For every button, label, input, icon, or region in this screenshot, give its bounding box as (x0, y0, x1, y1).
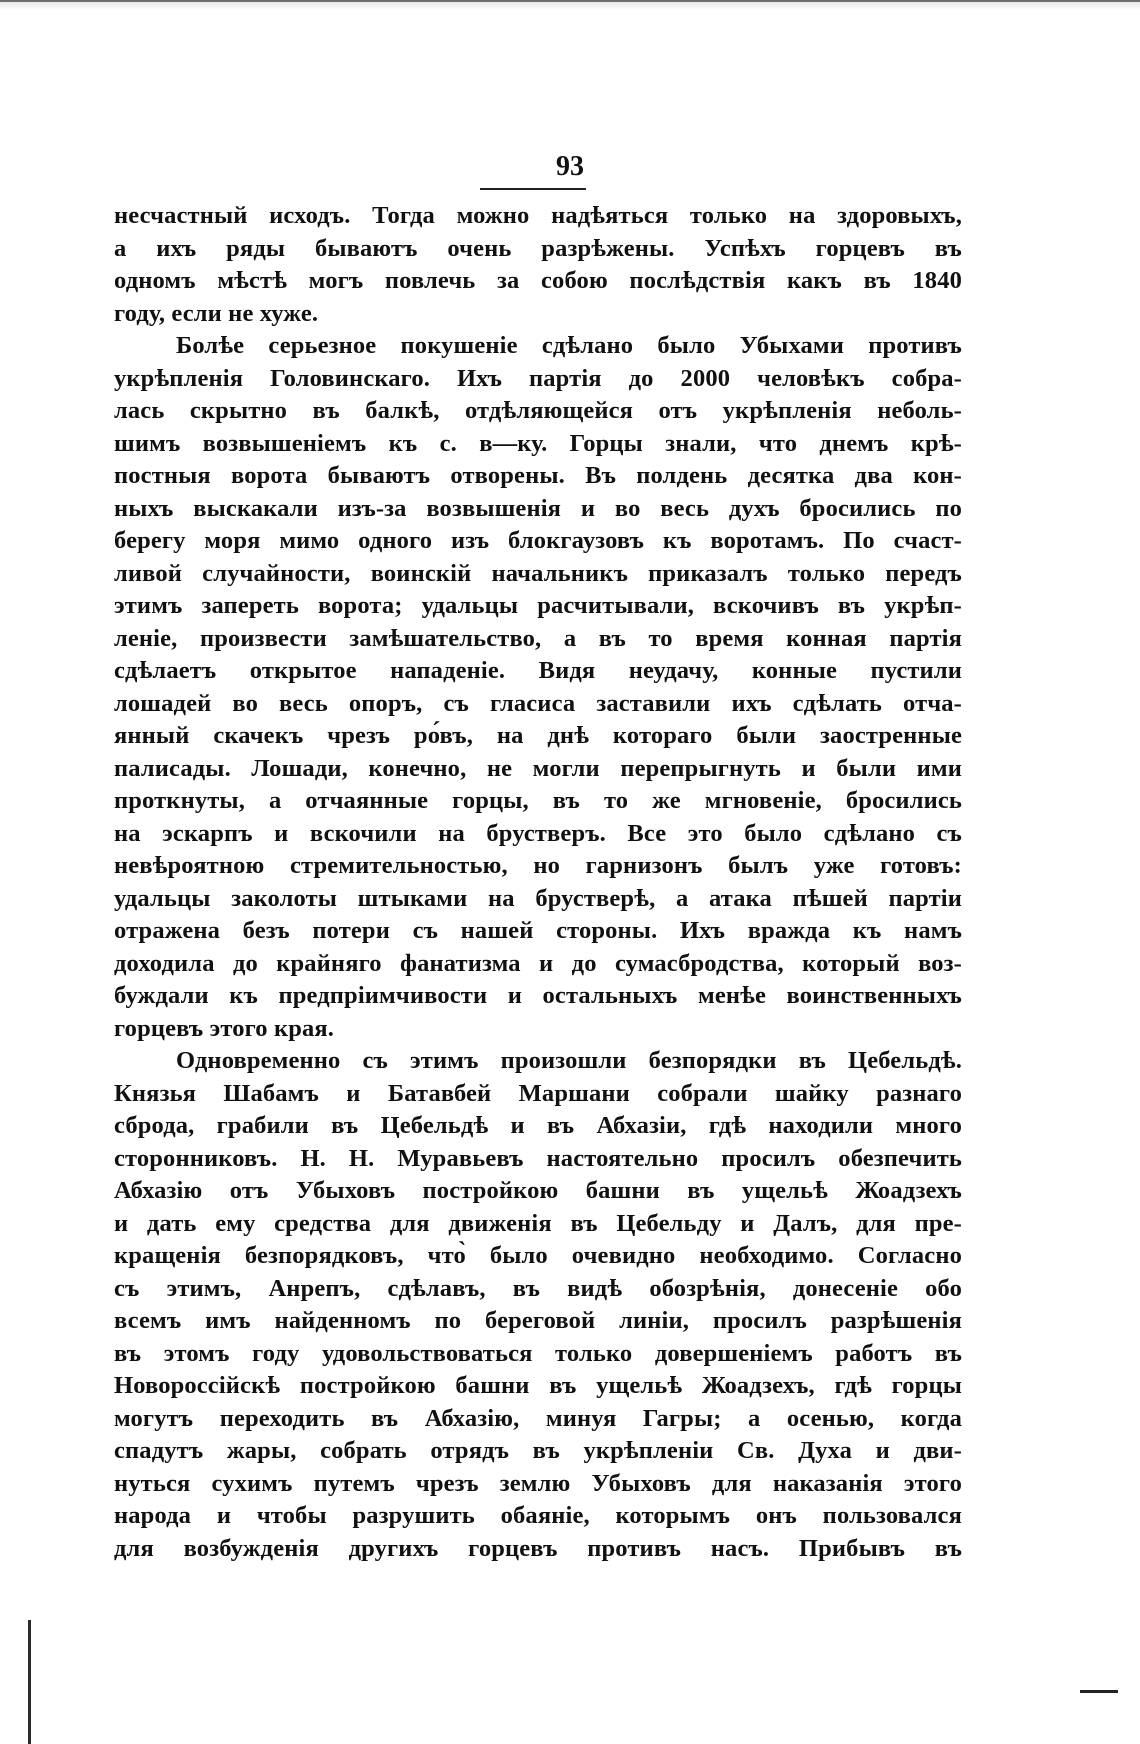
text-line: Князья Шабамъ и Батавбей Маршани собрали шайку разнаго (114, 1079, 962, 1107)
text-line: всемъ имъ найденномъ по береговой линіи, просилъ разрѣшенія (114, 1307, 962, 1334)
text-line: несчастный исходъ. Тогда можно надѣяться только на здоровыхъ, (114, 202, 962, 229)
text-line: и дать ему средства для движенія въ Цебельду и Далъ, для пре- (114, 1209, 962, 1237)
text-line: а ихъ ряды бываютъ очень разрѣжены. Успѣхъ горцевъ въ (114, 234, 962, 262)
text-line: году, если не хуже. (114, 299, 319, 327)
text-line: леніе, произвести замѣшательство, а въ то время конная партія (114, 624, 962, 652)
text-line: удальцы заколоты штыками на брустверѣ, а атака пѣшей партіи (114, 884, 962, 912)
text-line: невѣроятною стремительностью, но гарнизонъ былъ уже готовъ: (114, 852, 962, 879)
scan-left-edge (28, 1620, 31, 1744)
text-line: на эскарпъ и вскочили на брустверъ. Все это было сдѣлано съ (114, 819, 962, 847)
text-line: постныя ворота бываютъ отворены. Въ полдень десятка два кон- (114, 462, 962, 489)
text-line: сброда, грабили въ Цебельдѣ и въ Абхазіи, гдѣ находили много (114, 1112, 962, 1139)
text-line: палисады. Лошади, конечно, не могли перепрыгнуть и были ими (114, 754, 962, 782)
text-line: сдѣлаетъ открытое нападеніе. Видя неудачу, конные пустили (114, 657, 962, 684)
text-line: Новороссійскѣ постройкою башни въ ущельѣ Жоадзехъ, гдѣ горцы (114, 1372, 962, 1399)
text-line: этимъ запереть ворота; удальцы расчитывали, вскочивъ въ укрѣп- (114, 592, 962, 619)
text-line: шимъ возвышеніемъ къ с. в—ку. Горцы знали, что днемъ крѣ- (114, 429, 962, 457)
paragraph (114, 330, 962, 1045)
page-body (114, 200, 962, 1565)
text-line: буждали къ предпріимчивости и остальныхъ менѣе воинственныхъ (114, 982, 962, 1009)
text-line: доходила до крайняго фанатизма и до сумасбродства, который воз- (114, 949, 962, 977)
paragraph (114, 1045, 962, 1565)
text-line: нуться сухимъ путемъ чрезъ землю Убыховъ для наказанія этого (114, 1469, 962, 1497)
text-line: ныхъ выскакали изъ-за возвышенія и во весь духъ бросились по (114, 494, 962, 522)
text-line: проткнуты, а отчаянные горцы, въ то же мгновеніе, бросились (114, 787, 962, 814)
text-line: кращенія безпорядковъ, что̀ было очевидно необходимо. Согласно (114, 1242, 962, 1269)
text-line: янный скачекъ чрезъ ро́въ, на днѣ котораго были заостренные (114, 722, 962, 749)
text-line: могутъ переходить въ Абхазію, минуя Гагры; а осенью, когда (114, 1404, 962, 1432)
margin-tick-mark (1080, 1690, 1118, 1693)
text-line: укрѣпленія Головинскаго. Ихъ партія до 2000 человѣкъ собра- (114, 364, 962, 392)
text-line: Одновременно съ этимъ произошли безпорядки въ Цебельдѣ. (176, 1047, 962, 1074)
text-line: для возбужденія другихъ горцевъ противъ насъ. Прибывъ въ (114, 1534, 962, 1562)
text-line: берегу моря мимо одного изъ блокгаузовъ къ воротамъ. По счаст- (114, 527, 962, 554)
text-line: лась скрытно въ балкѣ, отдѣляющейся отъ укрѣпленія неболь- (114, 397, 962, 424)
text-line: Абхазію отъ Убыховъ постройкою башни въ ущельѣ Жоадзехъ (114, 1177, 962, 1204)
text-line: горцевъ этого края. (114, 1014, 335, 1042)
text-line: ливой случайности, воинскій начальникъ приказалъ только передъ (114, 559, 962, 587)
text-line: лошадей во весь опоръ, съ гласиса заставили ихъ сдѣлать отча- (114, 689, 962, 717)
text-line: отражена безъ потери съ нашей стороны. Ихъ вражда къ намъ (114, 917, 962, 944)
page-number-rule (480, 188, 586, 190)
page-number: 93 (556, 151, 584, 182)
scan-top-shadow (0, 2, 1140, 10)
paragraph (114, 200, 962, 330)
text-line: сторонниковъ. Н. Н. Муравьевъ настоятельно просилъ обезпечить (114, 1144, 962, 1172)
text-line: одномъ мѣстѣ могъ повлечь за собою послѣдствія какъ въ 1840 (114, 267, 962, 294)
text-line: съ этимъ, Анрепъ, сдѣлавъ, въ видѣ обозрѣнія, донесеніе обо (114, 1274, 962, 1302)
text-line: въ этомъ году удовольствоваться только довершеніемъ работъ въ (114, 1339, 962, 1367)
text-line: спадутъ жары, собрать отрядъ въ укрѣпленіи Св. Духа и дви- (114, 1437, 962, 1464)
text-line: народа и чтобы разрушить обаяніе, которымъ онъ пользовался (114, 1502, 962, 1529)
text-line: Болѣе серьезное покушеніе сдѣлано было Убыхами противъ (176, 332, 962, 359)
